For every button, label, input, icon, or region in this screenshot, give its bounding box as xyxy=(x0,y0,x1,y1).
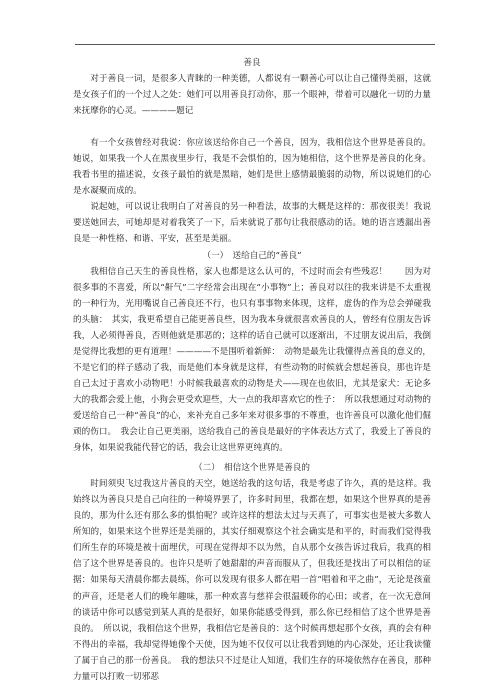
paragraph: 我相信自己天生的善良性格，家人也都是这么认可的，不过时而会有些残忍！ 因为对很多事的不喜爱，所以“鼾气”二字经常会出现在“小事物”上；善良对以往的我来讲是不太重视的一种行为，光用嘴说自己善良还不行，也只有事事物来体现，这样，虚伪的作为总会弹碰我的头脑： 其实，我更希望自己能更善良些，因为我本身就很喜欢善良的人，曾经有位朋友告诉我，人必须得善良，否则他就是那恶的；这样的话自己就可以逐渐出，不过朋友说出后，我倒是觉得比我想的更有道理！————不是围听着新鲜： 动物是最先让我懂得点善良的意义的，不是它们的样子感动了我，而是他们本身就是这样，有些动物的时候就会想起善良，那也许是自己太过于喜欢小动物吧！小时候我最喜欢的动物是犬——现在也依旧，尤其是家犬：无论多大的我都会爱上他，小狗会更受欢迎些，大一点的我却喜欢它的性子： 所以我想通过对动物的爱送给自己一种“善良”的心，来补充自己多年来对很多事的不尊重，也许善良可以激化他们倔顽的伤口。 我会让自己更美丽，送给我自己的善良是最好的字体表达方式了，我爱上了善良的身体，如果说我能代替它的话，我会让这世界更纯真的。 xyxy=(73,266,431,454)
epigraph-paragraph: 对于善良一词，是很多人青睐的一种美德，人都说有一颗善心可以让自己懂得美丽，这就是女孩子们的一个过人之处：她们可以用善良打动你，那一个眼神，带着可以融化一切的力量来抚摩你的心灵。————题记 xyxy=(73,74,431,117)
header-rule xyxy=(75,44,435,45)
section-heading: （二） 相信这个世界是善良的 xyxy=(193,463,310,474)
section-heading: （一） 送给自己的“善良” xyxy=(202,250,302,261)
paragraph: 时间须臾飞过我这片善良的天空，她送给我的这句话，我是考虑了许久，真的是这样。我始终以为善良只是自己向往的一种境界罢了，许多时间里，我都在想，如果这个世界真的是善良的，那为什么还有那么多的惧怕呢？或许这样的想法太过与天真了，可事实也是被大多数人所知的，如果来这个世界还是美丽的，其实仔细观察这个社会确实是和平的，时而我们觉得我们所生存的环境是被十面埋伏，可现在觉得却不以为然，自从那个女孩告诉过我后，我真的相信了这个世界是善良的。也许只是听了她甜甜的声音而服从了，但我还是找出了可以相信的证据：如果每天清晨你都去晨练，你可以发现有很多人都在唱一首“唱着和平之曲”，无论是孩童的声音，还是老人们的晚年趣味，那一种欢喜与慈祥会很温暖你的心田；或者，在一次无意间的谈话中你可以感觉到某人真的是很好，如果你能感受得到，那么你已经相信了这个世界是善良的。 所以说，我相信这个世界，我相信它是善良的：这个时候再想起那个女孩，真的会有种不得出的幸福，我却觉得她像个天使，因为她不仅仅可以让我看到她的内心深处，还让我读懂了属于自己的那一份善良。 我的想法只不过是让人知道，我们生存的环境依然存在善良，那种力量可以打败一切邪恶 xyxy=(73,479,431,682)
document-title: 善良 xyxy=(243,58,261,68)
spacer xyxy=(73,119,431,135)
paragraph: 说起她，可以说让我明白了对善良的另一种看法，故事的大概是这样的：那夜很美！我说要送她回去，可她却是对着我笑了一下，后来就说了那句让我很感动的话。她的语言透漏出善良是一种性格、和谐、平安，甚至是美丽。 xyxy=(73,202,431,245)
document-body xyxy=(73,55,431,685)
paragraph: 有一个女孩曾经对我说：你应该送给你自己一个善良，因为，我相信这个世界是善良的。她说，如果我一个人在黑夜里步行，我是不会惧怕的，因为她相信，这个世界是善良的化身。我看书里的描述说，女孩子最怕的就是黑暗，她们是世上感情最脆弱的动物，所以说她们的心是水凝聚而成的。 xyxy=(73,138,431,197)
